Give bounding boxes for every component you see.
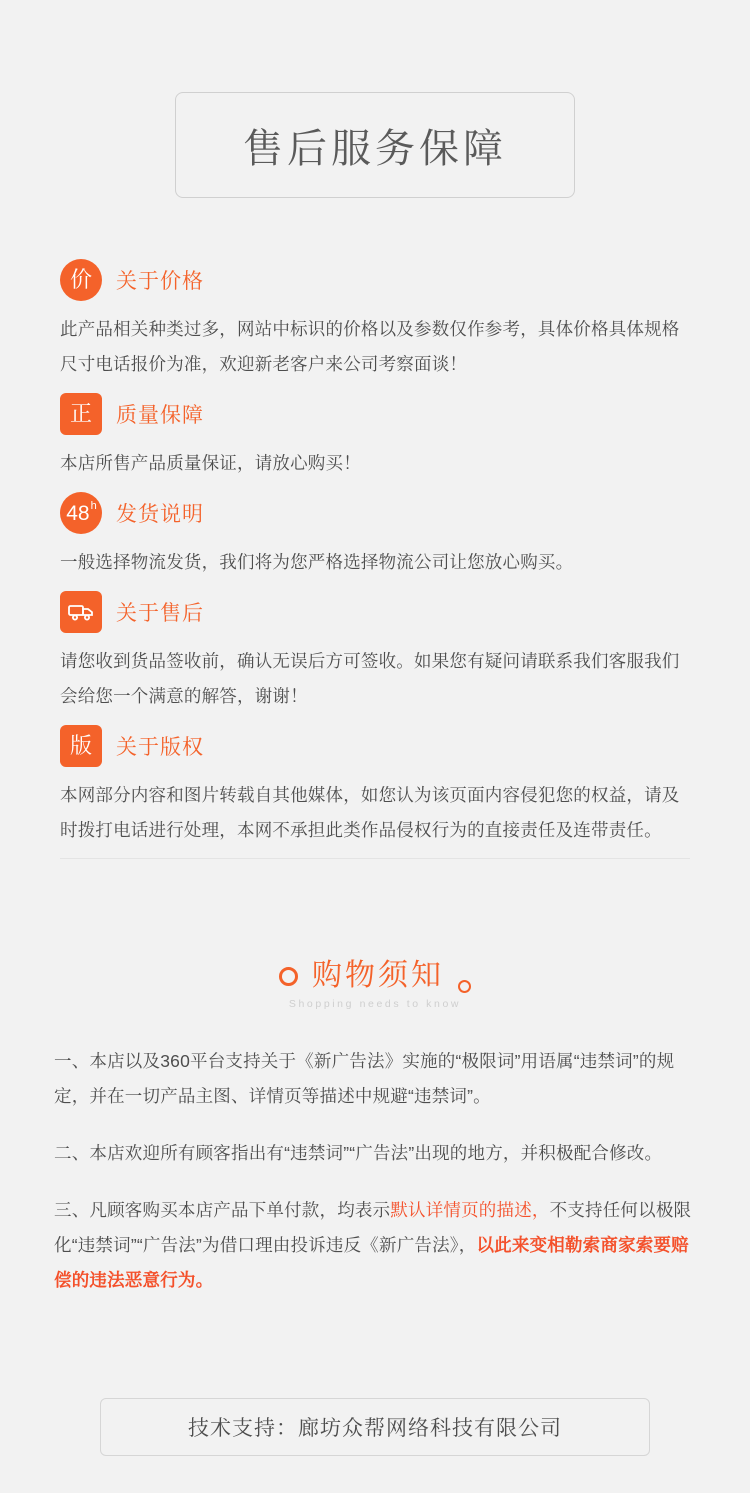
shopping-notice-list bbox=[0, 1026, 750, 1298]
48h-badge-number: 48 bbox=[66, 501, 90, 525]
48h-badge-icon bbox=[60, 492, 102, 534]
service-item-title: 关于版权 bbox=[116, 736, 204, 759]
shopping-notice-heading bbox=[0, 950, 750, 1026]
service-item-body: 请您收到货品签收前，确认无误后方可签收。如果您有疑问请联系我们客服我们会给您一个满意的解答，谢谢！ bbox=[60, 651, 680, 706]
service-item-quality bbox=[0, 392, 750, 481]
notice-item-2 bbox=[54, 1136, 696, 1171]
notice-text: 不支持任何以极限化“违禁词”“广告法”为借口理由投诉违反《新广告法》， bbox=[54, 1200, 692, 1255]
truck-icon bbox=[60, 591, 102, 633]
shopping-notice-section bbox=[0, 950, 750, 1320]
service-item-header bbox=[60, 590, 690, 634]
service-item-shipping bbox=[0, 491, 750, 580]
ring-left-icon bbox=[279, 967, 298, 986]
service-item-title: 关于售后 bbox=[116, 602, 204, 625]
service-item-aftersales bbox=[0, 590, 750, 714]
tech-support-box bbox=[100, 1398, 650, 1456]
quality-badge-icon: 正 bbox=[60, 393, 102, 435]
service-item-body: 此产品相关种类过多，网站中标识的价格以及参数仅作参考，具体价格具体规格尺寸电话报价为准，欢迎新老客户来公司考察面谈！ bbox=[60, 319, 680, 374]
service-item-copyright bbox=[0, 724, 750, 848]
notice-text-highlight: 默认详情页的描述， bbox=[390, 1200, 550, 1220]
page-title: 售后服务保障 bbox=[243, 126, 507, 171]
tech-support-text: 技术支持：廊坊众帮网络科技有限公司 bbox=[188, 1417, 562, 1440]
shopping-notice-title: 购物须知 bbox=[312, 959, 444, 992]
48h-badge-unit: h bbox=[90, 499, 97, 512]
notice-text: 三、凡顾客购买本店产品下单付款，均表示 bbox=[54, 1200, 391, 1220]
service-item-title: 质量保障 bbox=[116, 404, 204, 427]
service-item-title: 关于价格 bbox=[116, 270, 204, 293]
notice-item-1 bbox=[54, 1044, 696, 1114]
service-item-body: 本网部分内容和图片转载自其他媒体，如您认为该页面内容侵犯您的权益，请及时拨打电话进行处理，本网不承担此类作品侵权行为的直接责任及连带责任。 bbox=[60, 785, 680, 840]
notice-text-highlight-bold: 以此来变相勒索商家索要赔偿的违法恶意行为。 bbox=[54, 1235, 689, 1290]
shopping-notice-subtitle: Shopping needs to know bbox=[288, 998, 462, 1010]
service-item-title: 发货说明 bbox=[116, 503, 204, 526]
service-item-price bbox=[0, 258, 750, 382]
service-item-header bbox=[60, 724, 690, 768]
service-item-header bbox=[60, 392, 690, 436]
notice-text: 一、本店以及360平台支持关于《新广告法》实施的“极限词”用语属“违禁词”的规定，并在一切产品主图、详情页等描述中规避“违禁词”。 bbox=[54, 1051, 675, 1106]
service-section bbox=[0, 258, 750, 871]
service-item-header bbox=[60, 491, 690, 535]
service-item-body: 一般选择物流发货，我们将为您严格选择物流公司让您放心购买。 bbox=[60, 552, 574, 572]
price-badge-icon: 价 bbox=[60, 259, 102, 301]
notice-text: 二、本店欢迎所有顾客指出有“违禁词”“广告法”出现的地方，并积极配合修改。 bbox=[54, 1143, 663, 1163]
page-title-box bbox=[175, 92, 575, 198]
copyright-badge-icon: 版 bbox=[60, 725, 102, 767]
service-item-header bbox=[60, 258, 690, 302]
notice-item-3 bbox=[54, 1193, 696, 1298]
section-divider bbox=[60, 858, 690, 859]
ring-right-icon bbox=[458, 980, 471, 993]
service-item-body: 本店所售产品质量保证，请放心购买！ bbox=[60, 453, 361, 473]
